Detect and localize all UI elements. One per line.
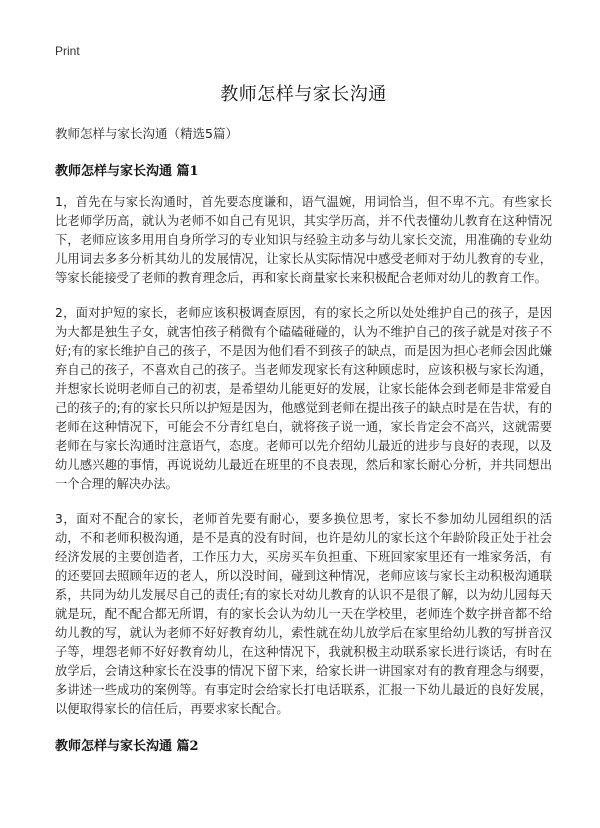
paragraph-2: 2，面对护短的家长，老师应该积极调查原因，有的家长之所以处处维护自己的孩子，是因为大都是独生子女，就害怕孩子稍微有个磕磕碰碰的，认为不维护自己的孩子就是对孩子不好;有的家长维护自己的孩子，不是因为他们看不到孩子的缺点，而是因为担心老师会因此嫌弃自己的孩子，不喜欢自己的孩子。当老师发现家长有这种顾虑时，应该积极与家长沟通，并想家长说明老师自己的初衷，是希望幼儿能更好的发展，让家长能体会到老师是非常爱自己的孩子的;有的家长只所以护短是因为，他感觉到老师在提出孩子的缺点时是在告状，有的老师在这种情况下，可能会不分青红皂白，就将孩子说一通，家长肯定会不高兴，这就需要老师在与家长沟通时注意语气，态度。老师可以先介绍幼儿最近的进步与良好的表现，以及幼儿感兴趣的事情，再说说幼儿最近在班里的不良表现，然后和家长耐心分析，并共同想出一个合理的解决办法。 [55, 306, 552, 491]
section-heading-1: 教师怎样与家长沟通 篇1 [55, 164, 199, 179]
print-link[interactable]: Print [55, 44, 80, 58]
section-heading-2: 教师怎样与家长沟通 篇2 [55, 739, 199, 754]
document-title: 教师怎样与家长沟通 [220, 84, 387, 105]
paragraph-3: 3，面对不配合的家长，老师首先要有耐心，要多换位思考，家长不参加幼儿园组织的活动，不和老师积极沟通，是不是真的没有时间，也许是幼儿的家长这个年龄阶段正处于社会经济发展的主要创造者，工作压力大，买房买车负担重、下班回家家里还有一堆家务活，有的还要回去照顾年迈的老人，所以没时间，碰到这种情况，老师应该与家长主动积极沟通联系，共同为幼儿发展尽自己的责任;有的家长对幼儿教育的认识不是很了解，以为幼儿园每天就是玩，配不配合都无所谓，有的家长会认为幼儿一天在学校里，老师连个数字拼音都不给幼儿教的写，就认为老师不好好教育幼儿，索性就在幼儿放学后在家里给幼儿教的写拼音汉子等，埋怨老师不好好教育幼儿，在这种情况下，我就积极主动联系家长进行谈话，有时在放学后，会请这种家长在没事的情况下留下来，给家长讲一讲国家对有的教育理念与纲要，多讲述一些成功的案例等。有事定时会给家长打电话联系，汇报一下幼儿最近的良好发展，以便取得家长的信任后，再要求家长配合。 [55, 512, 552, 716]
paragraph-1: 1，首先在与家长沟通时，首先要态度谦和，语气温婉，用词恰当，但不卑不亢。有些家长比老师学历高，就认为老师不如自己有见识，其实学历高，并不代表懂幼儿教育在这种情况下，老师应该多用用自身所学习的专业知识与经验主动多与幼儿家长交流，用准确的专业幼儿用词去多多分析其幼儿的发展情况，让家长从实际情况中感受老师对于幼儿教育的专业，等家长能接受了老师的教育理念后，再和家长商量家长来积极配合老师对幼儿的教育工作。 [55, 195, 552, 285]
document-subtitle: 教师怎样与家长沟通（精选5篇） [55, 126, 238, 141]
